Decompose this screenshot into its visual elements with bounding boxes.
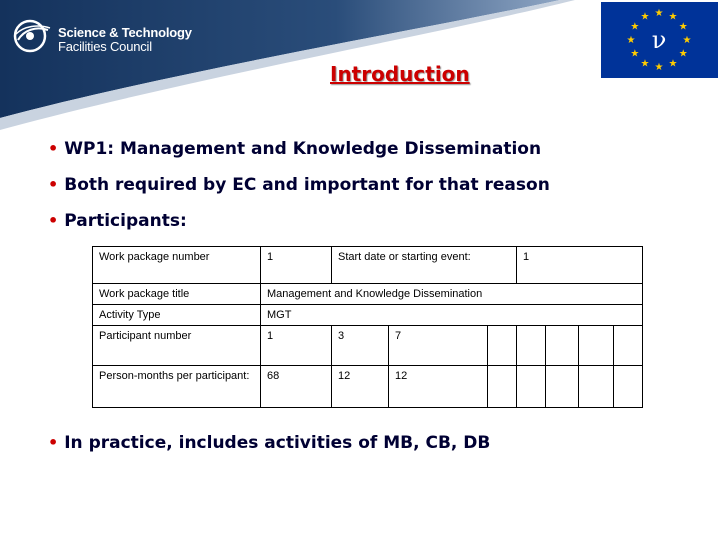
table-row	[93, 326, 643, 366]
table-cell-empty	[546, 366, 579, 408]
table-cell-start-label: Start date or starting event:	[332, 247, 517, 284]
table-cell-label: Participant number	[93, 326, 261, 366]
table-cell-label: Work package title	[93, 284, 261, 305]
bullet-text: In practice, includes activities of MB, CB, DB	[64, 433, 491, 453]
bullet-dot-icon: •	[48, 175, 59, 194]
bullet-text: WP1: Management and Knowledge Dissemination	[64, 139, 542, 159]
flag-star-icon: ★	[678, 48, 688, 60]
bullet-dot-icon: •	[48, 139, 59, 158]
table-row	[93, 284, 643, 305]
table-cell-empty	[579, 366, 614, 408]
flag-star-icon: ★	[682, 35, 692, 46]
table-cell-empty	[517, 366, 546, 408]
organization-name-line1: Science & Technology	[58, 25, 192, 40]
table-cell-empty	[579, 326, 614, 366]
flag-star-icon: ★	[668, 11, 678, 23]
flag-star-icon: ★	[654, 62, 664, 73]
table-cell-value: Management and Knowledge Dissemination	[261, 284, 643, 305]
flag-star-icon: ★	[640, 58, 650, 70]
table-cell-empty	[488, 366, 517, 408]
bullet-dot-icon: •	[48, 433, 59, 452]
table-cell-start-value: 1	[517, 247, 643, 284]
table-cell-empty	[488, 326, 517, 366]
table-cell-value: MGT	[261, 305, 643, 326]
table-row	[93, 305, 643, 326]
flag-star-icon: ★	[678, 21, 688, 33]
table-cell-empty	[517, 326, 546, 366]
bullet-text: Participants:	[64, 211, 187, 231]
flag-star-icon: ★	[654, 8, 664, 19]
flag-star-icon: ★	[640, 11, 650, 23]
bullet-dot-icon: •	[48, 211, 59, 230]
flag-star-icon: ★	[626, 35, 636, 46]
bullet-text: Both required by EC and important for that reason	[64, 175, 550, 195]
slide-title: Introduction	[330, 62, 470, 86]
table-row	[93, 366, 643, 408]
table-cell-value: 1	[261, 247, 332, 284]
work-package-table	[92, 246, 643, 408]
stfc-logo-icon	[10, 16, 54, 56]
flag-star-icon: ★	[630, 21, 640, 33]
table-cell-empty	[614, 366, 643, 408]
bullet-item	[48, 138, 550, 174]
table-row	[93, 247, 643, 284]
bullet-item	[48, 174, 550, 210]
flag-star-icon: ★	[630, 48, 640, 60]
table-cell-label: Activity Type	[93, 305, 261, 326]
eu-flag-logo-icon	[601, 2, 718, 78]
table-cell-value: 12	[389, 366, 488, 408]
table-cell-value: 12	[332, 366, 389, 408]
table-cell-value: 1	[261, 326, 332, 366]
flag-star-icon: ★	[668, 58, 678, 70]
organization-name-line2: Facilities Council	[58, 39, 152, 54]
bullet-item	[48, 432, 490, 468]
table-cell-empty	[546, 326, 579, 366]
table-cell-value: 7	[389, 326, 488, 366]
table-cell-empty	[614, 326, 643, 366]
table-cell-label: Person-months per participant:	[93, 366, 261, 408]
table-cell-label: Work package number	[93, 247, 261, 284]
bullet-item	[48, 210, 550, 246]
organization-name	[58, 26, 192, 54]
table-cell-value: 3	[332, 326, 389, 366]
flag-letter: ν	[651, 26, 667, 54]
table-cell-value: 68	[261, 366, 332, 408]
bullet-list	[48, 138, 550, 246]
